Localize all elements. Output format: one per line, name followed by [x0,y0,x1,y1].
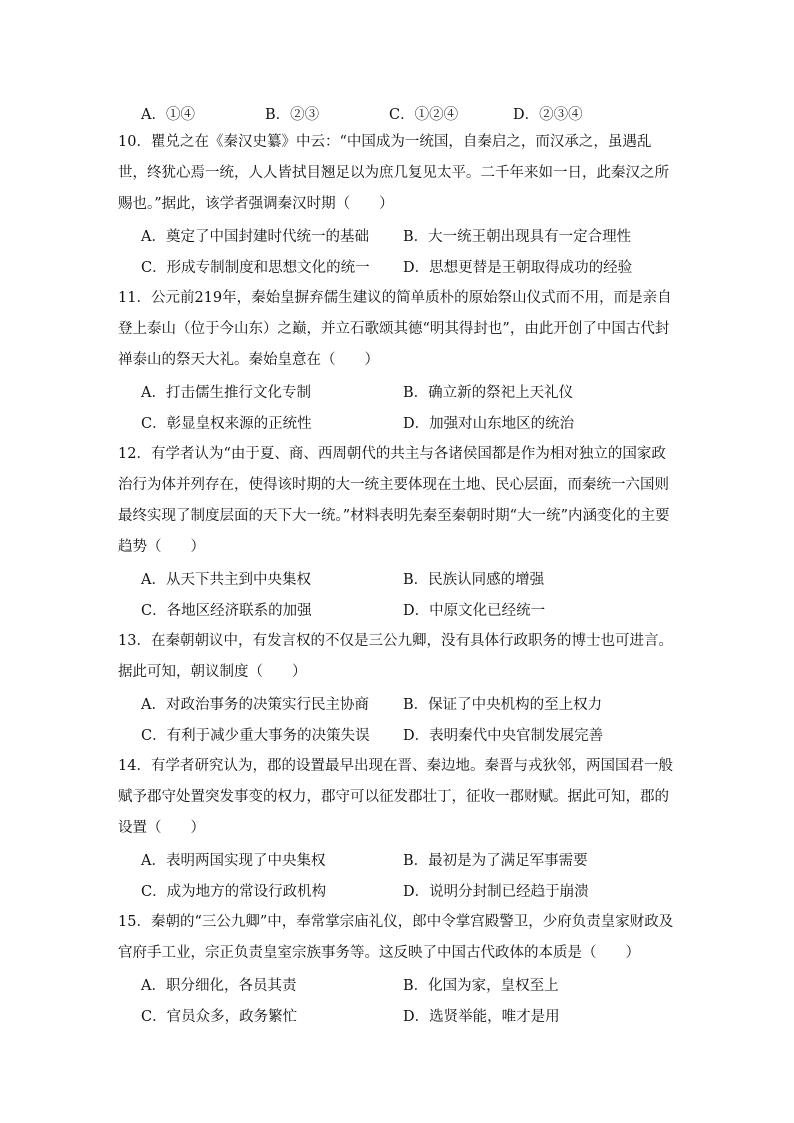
question-list [118,100,678,1031]
question-options-row [118,220,678,251]
option-b: B．化国为家，皇权至上 [403,978,559,994]
question-options-row [118,719,678,750]
option-d: D．中原文化已经统一 [403,603,546,619]
question-options-row [118,688,678,719]
question-stem: 10．瞿兑之在《秦汉史纂》中云：“中国成为一统国，自秦启之，而汉承之，虽遇乱世，终犹心焉一统，人人皆拭目翘足以为庶几复见太平。二千年来如一日，此秦汉之所赐也。”据此，该学者强调秦汉时期（ ） [118,134,669,212]
option-a: A．从天下共主到中央集权 [141,572,311,588]
question-options-row [118,594,678,625]
question-11 [118,283,678,438]
option-b: B．确立新的祭祀上天礼仪 [403,385,574,401]
question-9-options [118,100,678,126]
option-d: D．加强对山东地区的统治 [403,416,575,432]
option-c: C．①②④ [389,106,459,123]
question-stem: 14．有学者研究认为，郡的设置最早出现在晋、秦边地。秦晋与戎狄邻，两国国君一般赋予郡守处置突发事变的权力，郡守可以征发郡壮丁，征收一郡财赋。据此可知，郡的设置（ ） [118,758,673,836]
option-a: A．①④ [141,106,195,123]
question-options-row [118,376,678,407]
option-c: C．彰显皇权来源的正统性 [141,416,312,432]
option-d: D．说明分封制已经趋于崩溃 [403,884,589,900]
option-c: C．官员众多，政务繁忙 [141,1009,298,1025]
question-options-row [118,251,678,282]
question-options-row [118,563,678,594]
question-options-row [118,407,678,438]
option-a: A．对政治事务的决策实行民主协商 [141,697,369,713]
question-13 [118,626,678,750]
option-c: C．有利于减少重大事务的决策失误 [141,728,370,744]
option-b: B．保证了中央机构的至上权力 [403,697,603,713]
option-b: B．民族认同感的增强 [403,572,545,588]
option-b: B．大一统王朝出现具有一定合理性 [403,229,632,245]
option-b: B．②③ [265,106,320,123]
option-c: C．各地区经济联系的加强 [141,603,312,619]
question-14 [118,751,678,906]
question-options-row [118,844,678,875]
option-d: D．表明秦代中央官制发展完善 [403,728,604,744]
question-options-row [118,969,678,1000]
option-a: A．打击儒生推行文化专制 [141,385,311,401]
question-options-row [118,1000,678,1031]
question-stem: 15．秦朝的“三公九卿”中，奉常掌宗庙礼仪，郎中令掌宫殿警卫，少府负责皇家财政及官府手工业，宗正负责皇室宗族事务等。这反映了中国古代政体的本质是（ ） [118,914,674,961]
option-d: D．思想更替是王朝取得成功的经验 [403,260,633,276]
question-stem: 13．在秦朝朝议中，有发言权的不仅是三公九卿，没有具体行政职务的博士也可进言。据此可知，朝议制度（ ） [118,633,673,680]
option-a: A．奠定了中国封建时代统一的基础 [141,229,369,245]
question-10 [118,127,678,282]
option-c: C．形成专制制度和思想文化的统一 [141,260,370,276]
option-d: D．②③④ [513,106,583,123]
question-stem: 11．公元前219年，秦始皇摒弃儒生建议的简单质朴的原始祭山仪式而不用，而是亲自登上泰山（位于今山东）之巅，并立石歌颂其德“明其得封也”，由此开创了中国古代封禅泰山的祭天大礼。秦始皇意在（ ） [118,290,672,368]
option-c: C．成为地方的常设行政机构 [141,884,327,900]
option-d: D．选贤举能，唯才是用 [403,1009,560,1025]
question-options-row [118,875,678,906]
question-15 [118,907,678,1031]
option-b: B．最初是为了满足军事需要 [403,853,588,869]
option-a: A．职分细化，各员其责 [141,978,297,994]
option-a: A．表明两国实现了中央集权 [141,853,326,869]
question-stem: 12．有学者认为“由于夏、商、西周朝代的共主与各诸侯国都是作为相对独立的国家政治行为体并列存在，使得该时期的大一统主要体现在土地、民心层面，而秦统一六国则最终实现了制度层面的天下大一统。”材料表明先秦至秦朝时期“大一统”内涵变化的主要趋势（ ） [118,446,670,555]
question-12 [118,439,678,625]
